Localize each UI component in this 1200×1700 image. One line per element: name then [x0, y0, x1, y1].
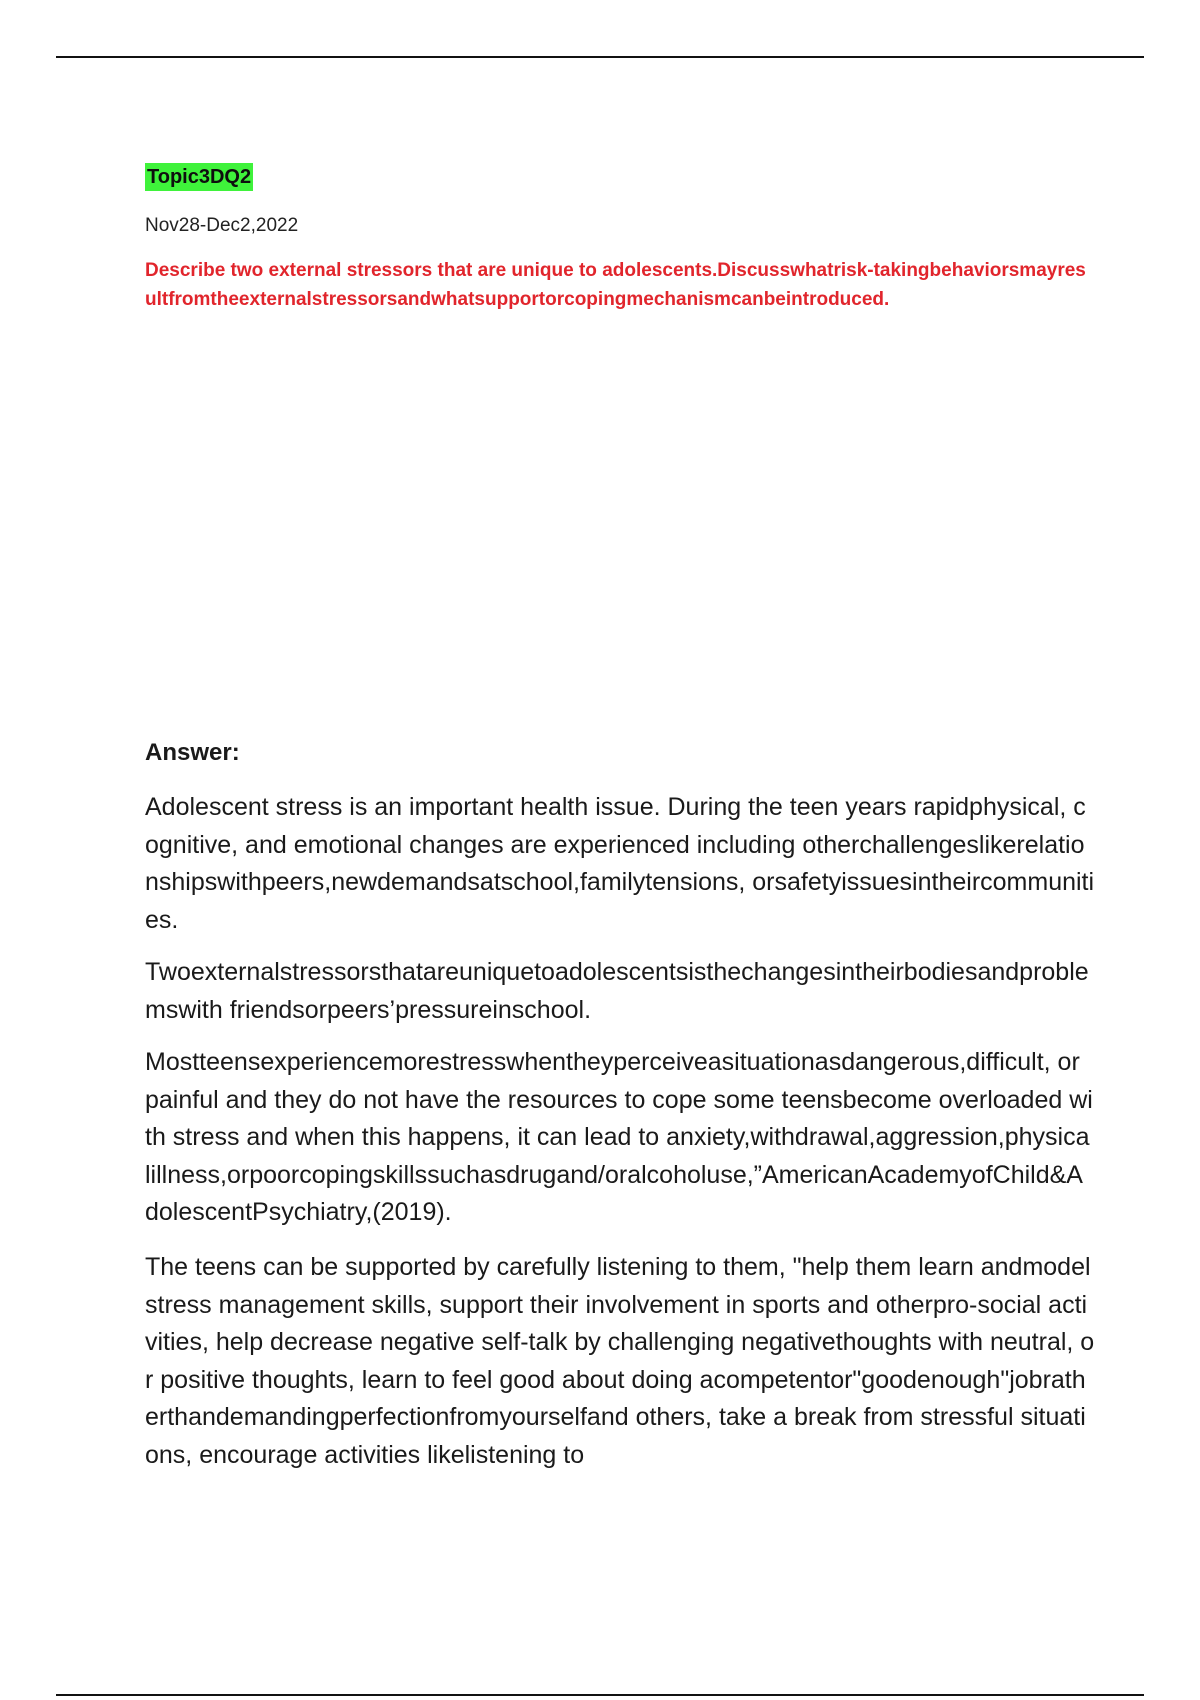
answer-paragraph-3: Mostteensexperiencemorestresswhentheyperceiveasituationasdangerous,difficult, or painful and they do not have the resources to cope some teensbecome overloaded with stress and when this happens, it can lead to anxiety,withdrawal,aggression,physicalillness,orpoorcopingskillssuchasdrugand/oralcoholuse,”AmericanAcademyofChild&AdolescentPsychiatry,(2019). [145, 1048, 1093, 1226]
answer-paragraph-4: The teens can be supported by carefully listening to them, "help them learn andmodel stress management skills, support their involvement in sports and otherpro-social activities, help decrease negative self-talk by challenging negativethoughts with neutral, or positive thoughts, learn to feel good about doing acompetentor"goodenough"jobratherthandemandingperfectionfromyourselfand others, take a break from stressful situations, encourage activities likelistening to [145, 1253, 1095, 1469]
topic-label: Topic3DQ2 [145, 163, 253, 191]
answer-paragraph-2: Twoexternalstressorsthatareuniquetoadolescentsisthechangesintheirbodiesandproblemswith friendsorpeers’pressureinschool. [145, 958, 1089, 1024]
discussion-question: Describe two external stressors that are unique to adolescents.Discusswhatrisk-takingbehaviorsmayresultfromtheexternalstressorsandwhatsupportorcopingmechanismcanbeintroduced. [145, 260, 1086, 310]
date-range: Nov28-Dec2,2022 [145, 215, 299, 236]
footer-rule [56, 1694, 1144, 1696]
answer-heading: Answer: [145, 739, 240, 766]
header-rule [56, 56, 1144, 58]
answer-paragraph-1: Adolescent stress is an important health issue. During the teen years rapidphysical, cognitive, and emotional changes are experienced including otherchallengeslikerelationshipswithpeers,newdemandsatschool,familytensions, orsafetyissuesintheircommunities. [145, 793, 1095, 934]
